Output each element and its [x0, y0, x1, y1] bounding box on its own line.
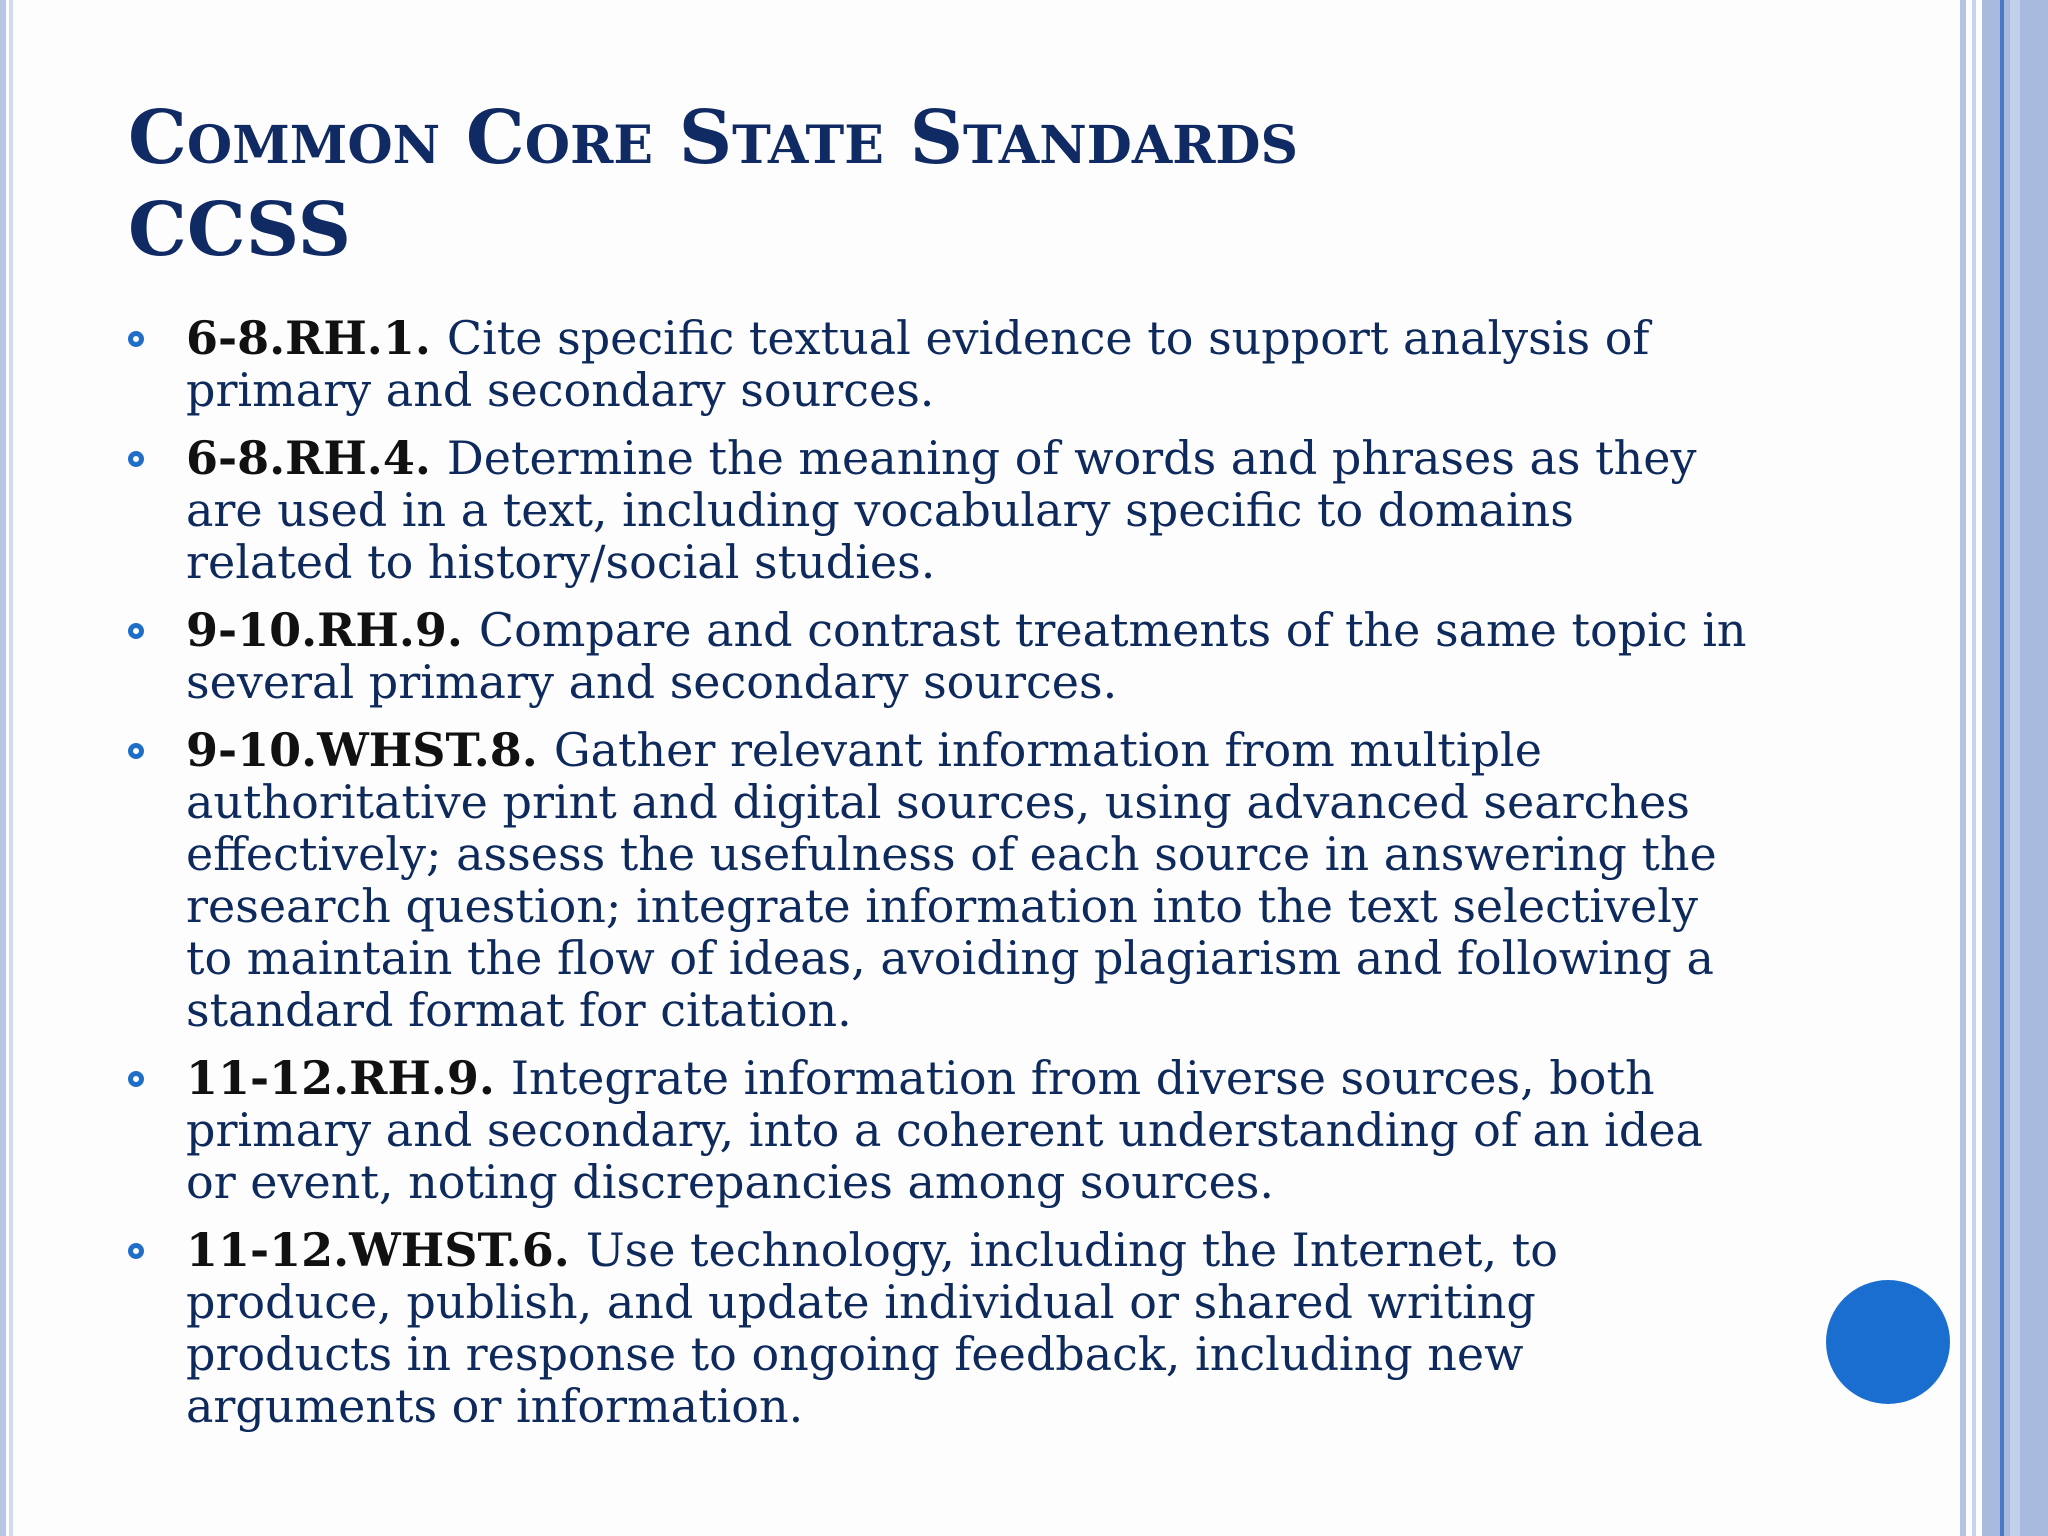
bullet-circle-icon [128, 1071, 144, 1087]
left-border-stripe [0, 0, 6, 1536]
bullet-circle-icon [128, 1243, 144, 1259]
standard-item [128, 724, 1748, 1036]
right-border-stripe-thin [1972, 0, 1976, 1536]
title-line-acronym: CCSS [128, 187, 352, 273]
standards-list [128, 312, 1748, 1448]
bullet-circle-icon [128, 623, 144, 639]
standard-code: 6-8.RH.4. [186, 431, 447, 485]
standard-item [128, 312, 1748, 416]
right-border-stripe-light [2010, 0, 2020, 1536]
slide-title [128, 92, 1628, 276]
standard-code: 9-10.RH.9. [186, 603, 479, 657]
standard-text: Integrate information from diverse sources, both primary and secondary, into a coherent understanding of an idea or event, noting discrepancies among sources. [186, 1051, 1703, 1209]
standard-code: 11-12.WHST.6. [186, 1223, 586, 1277]
standard-item [128, 1224, 1748, 1432]
right-border-accent-line [2000, 0, 2004, 1536]
left-border-stripe-inner [9, 0, 13, 1536]
standard-item [128, 604, 1748, 708]
standard-text: Determine the meaning of words and phrases as they are used in a text, including vocabulary specific to domains related to history/social studies. [186, 431, 1697, 589]
standard-code: 6-8.RH.1. [186, 311, 447, 365]
bullet-circle-icon [128, 331, 144, 347]
bullet-circle-icon [128, 743, 144, 759]
decorative-circle [1826, 1280, 1950, 1404]
standard-text: Cite specific textual evidence to support analysis of primary and secondary sources. [186, 311, 1650, 417]
bullet-circle-icon [128, 451, 144, 467]
title-line-main: Common Core State Standards [128, 95, 1299, 181]
standard-item [128, 1052, 1748, 1208]
standard-code: 11-12.RH.9. [186, 1051, 511, 1105]
standard-item [128, 432, 1748, 588]
right-border-stripe [1960, 0, 1966, 1536]
standard-text: Use technology, including the Internet, to produce, publish, and update individual or shared writing products in response to ongoing feedback, including new arguments or information. [186, 1223, 1558, 1433]
standard-text: Gather relevant information from multiple authoritative print and digital sources, using advanced searches effectively; assess the usefulness of each source in answering the research question; integrate information into the text selectively to maintain the flow of ideas, avoiding plagiarism and following a standard format for citation. [186, 723, 1717, 1037]
standard-code: 9-10.WHST.8. [186, 723, 554, 777]
standard-text: Compare and contrast treatments of the same topic in several primary and secondary sources. [186, 603, 1747, 709]
